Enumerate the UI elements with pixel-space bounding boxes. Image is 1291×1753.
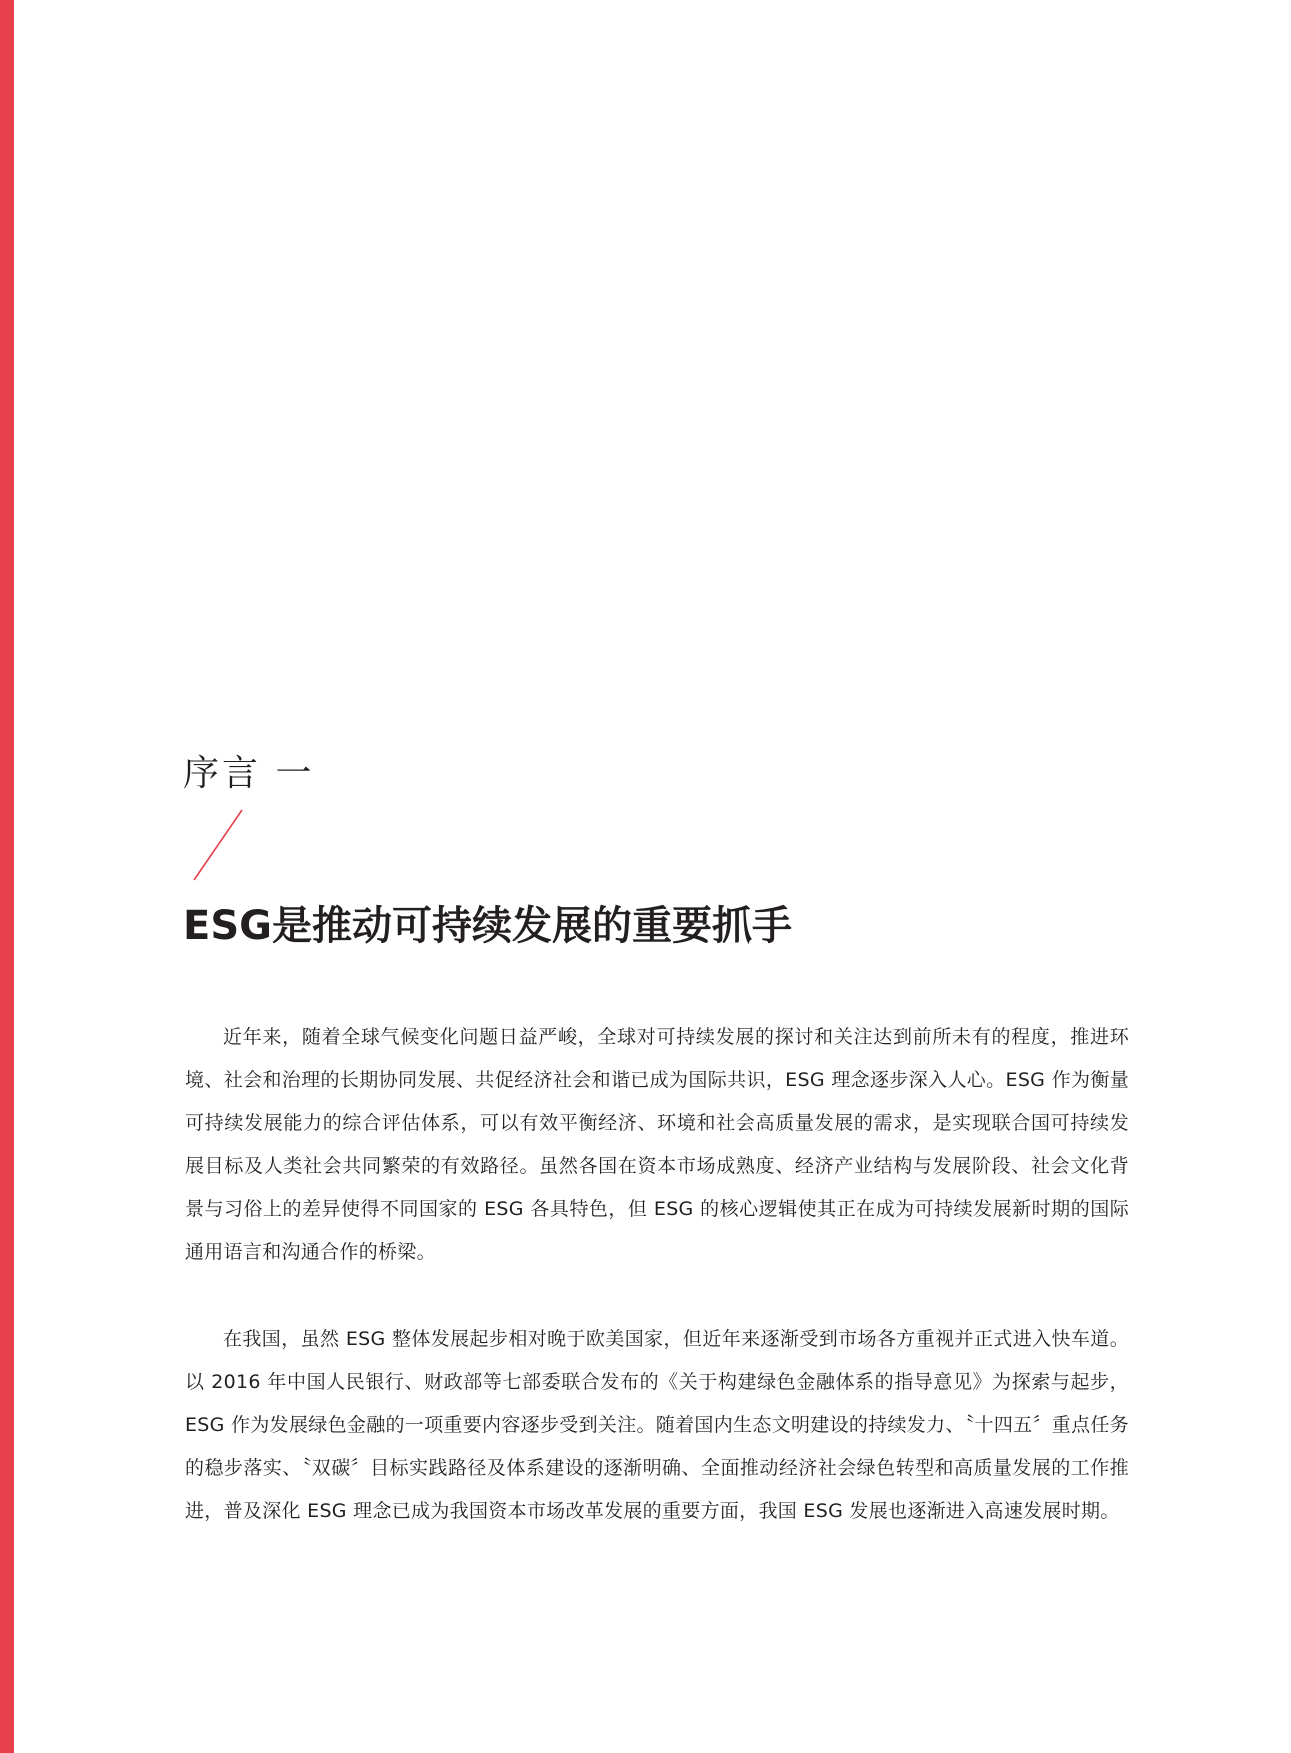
decorative-slash: [190, 808, 246, 882]
page-title: ESG是推动可持续发展的重要抓手: [183, 903, 792, 949]
section-label: 序言 一: [183, 753, 315, 794]
body-paragraph-1: 近年来，随着全球气候变化问题日益严峻，全球对可持续发展的探讨和关注达到前所未有的程度，推进环境、社会和治理的长期协同发展、共促经济社会和谐已成为国际共识，ESG 理念逐步深入人心。ESG 作为衡量可持续发展能力的综合评估体系，可以有效平衡经济、环境和社会高质量发展的需求，是实现联合国可持续发展目标及人类社会共同繁荣的有效路径。虽然各国在资本市场成熟度、经济产业结构与发展阶段、社会文化背景与习俗上的差异使得不同国家的 ESG 各具特色，但 ESG 的核心逻辑使其正在成为可持续发展新时期的国际通用语言和沟通合作的桥梁。: [185, 1026, 1129, 1263]
left-accent-bar: [0, 0, 14, 1753]
body-paragraph-2: 在我国，虽然 ESG 整体发展起步相对晚于欧美国家，但近年来逐渐受到市场各方重视并正式进入快车道。以 2016 年中国人民银行、财政部等七部委联合发布的《关于构建绿色金融体系的指导意见》为探索与起步，ESG 作为发展绿色金融的一项重要内容逐步受到关注。随着国内生态文明建设的持续发力、〝十四五〞重点任务的稳步落实、〝双碳〞目标实践路径及体系建设的逐渐明确、全面推动经济社会绿色转型和高质量发展的工作推进，普及深化 ESG 理念已成为我国资本市场改革发展的重要方面，我国 ESG 发展也逐渐进入高速发展时期。: [185, 1328, 1129, 1522]
slash-line: [194, 810, 242, 880]
